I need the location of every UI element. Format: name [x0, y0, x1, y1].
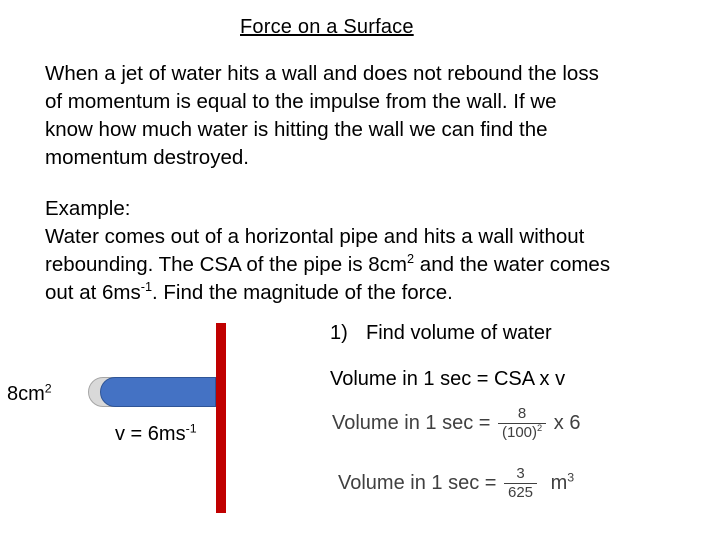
superscript: 2: [537, 423, 543, 433]
example-heading: Example:: [45, 197, 131, 220]
example-text: and the water comes: [414, 253, 611, 276]
intro-line: know how much water is hitting the wall we can find the: [45, 118, 548, 141]
intro-line: of momentum is equal to the impulse from the wall. If we: [45, 90, 557, 113]
equation-lhs: Volume in 1 sec =: [332, 411, 491, 434]
area-value: 8cm: [7, 383, 45, 405]
fraction-numerator: 3: [516, 465, 525, 482]
intro-paragraph: [45, 60, 675, 172]
fraction: [498, 405, 546, 442]
equation-volume-substituted: [332, 405, 580, 442]
wall-diagram: [216, 323, 226, 513]
fraction-numerator: 8: [517, 405, 527, 422]
water-jet: [100, 377, 216, 407]
page-title: Force on a Surface: [240, 16, 414, 38]
example-line: [45, 251, 675, 279]
example-paragraph: [45, 195, 675, 307]
superscript: 2: [44, 381, 52, 396]
intro-line: momentum destroyed.: [45, 146, 249, 169]
equation-unit: [551, 472, 575, 494]
example-text: out at 6ms: [45, 281, 141, 304]
pipe-diagram: [88, 377, 216, 407]
equation-tail: x 6: [553, 411, 581, 434]
denominator-base: (100): [502, 424, 538, 441]
unit-base: m: [550, 471, 568, 494]
fraction-denominator: 625: [504, 483, 537, 502]
superscript: 3: [567, 470, 575, 485]
velocity-label: [115, 423, 197, 446]
area-label: [7, 383, 52, 406]
velocity-value: v = 6ms: [115, 423, 186, 445]
step-text: Find volume of water: [366, 322, 552, 344]
example-line: Water comes out of a horizontal pipe and hits a wall without: [45, 225, 585, 248]
example-text: . Find the magnitude of the force.: [152, 281, 453, 304]
example-text: rebounding. The CSA of the pipe is 8cm: [45, 253, 408, 276]
superscript: -1: [185, 421, 197, 436]
example-line: [45, 279, 675, 307]
fraction-denominator: [498, 423, 546, 442]
step-1: [330, 322, 552, 345]
superscript: -1: [140, 279, 153, 295]
equation-volume-general: Volume in 1 sec = CSA x v: [330, 368, 566, 390]
step-number: 1): [330, 322, 348, 344]
intro-line: When a jet of water hits a wall and does not rebound the loss: [45, 62, 599, 85]
fraction: [504, 465, 537, 502]
equation-volume-result: [338, 465, 574, 502]
equation-lhs: Volume in 1 sec =: [338, 471, 497, 494]
superscript: 2: [407, 251, 415, 267]
